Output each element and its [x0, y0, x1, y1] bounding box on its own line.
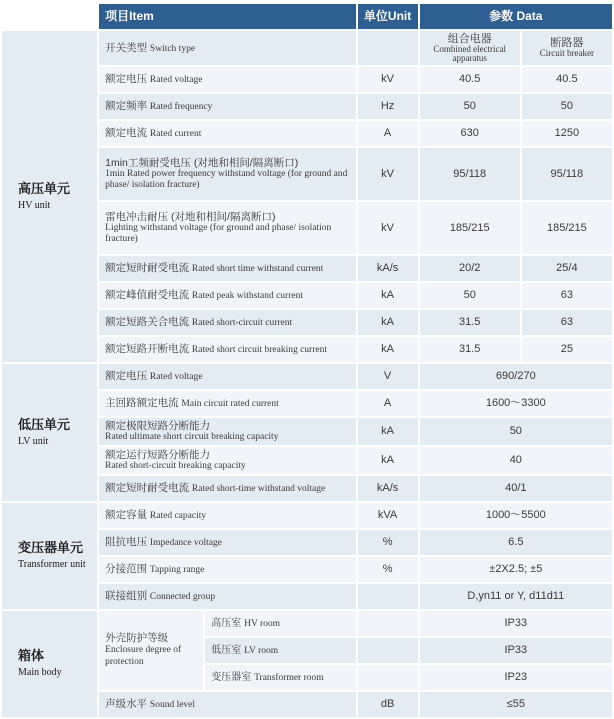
unit-cell [358, 584, 418, 609]
value-en: Circuit breaker [539, 48, 594, 58]
value-cell: 185/215 [420, 202, 520, 254]
group-hv [2, 31, 97, 362]
value-cell: 1600～3300 [420, 391, 612, 416]
unit-cell [358, 665, 418, 690]
group-lv-zh: 低压单元 [18, 416, 71, 432]
value-cell: 1000～5500 [420, 503, 612, 528]
item-zh: 开关类型 [105, 41, 148, 54]
room-cell [205, 611, 355, 636]
unit-cell: kA [358, 418, 418, 445]
item-en: Rated short-circuit breaking capacity [105, 461, 246, 472]
item-zh: 额定峰值耐受电流 [105, 289, 190, 302]
header-unit: 单位Unit [358, 4, 418, 29]
item-cell [99, 692, 355, 717]
item-cell [99, 94, 355, 119]
item-cell [99, 418, 355, 445]
item-en: Rated current [149, 129, 202, 140]
item-en: Rated ultimate short circuit breaking capacity [105, 432, 279, 443]
group-main-body [2, 611, 97, 717]
value-en: Combined electrical apparatus [433, 43, 507, 63]
enclosure-zh: 外壳防护等级 [105, 632, 169, 645]
unit-cell: kA [358, 447, 418, 474]
item-en: Main circuit rated current [181, 399, 279, 410]
table-row [2, 31, 612, 65]
value-cell: 63 [522, 310, 612, 335]
item-zh: 额定电压 [105, 73, 148, 86]
item-en: Rated capacity [149, 511, 207, 521]
group-transformer [2, 503, 97, 609]
unit-cell: A [358, 121, 418, 146]
item-en: Lighting withstand voltage (for ground and phase/ isolation fracture) [105, 223, 332, 245]
item-cell [99, 283, 355, 308]
value-cell: IP33 [420, 611, 612, 636]
item-en: Connected group [149, 592, 216, 602]
item-zh: 额定短时耐受电流 [105, 482, 190, 494]
item-zh: 额定极限短路分断能力 [105, 420, 211, 432]
item-en: 1min Rated power frequency withstand voltage (for ground and phase/ isolation fracture) [105, 169, 348, 191]
item-en: Rated short-circuit current [191, 318, 293, 329]
value-cell: 6.5 [420, 530, 612, 555]
room-en: LV room [244, 645, 279, 656]
item-en: Switch type [149, 43, 196, 54]
enclosure-cell [99, 611, 203, 690]
unit-cell [358, 31, 418, 65]
group-box-en: Main body [18, 667, 62, 679]
unit-cell: kVA [358, 503, 418, 528]
item-zh: 额定电流 [105, 127, 148, 140]
group-lv [2, 364, 97, 501]
item-cell [99, 584, 355, 609]
value-cell: ≤55 [420, 692, 612, 717]
unit-cell: kA [358, 337, 418, 362]
unit-cell [358, 611, 418, 636]
group-hv-en: HV unit [18, 199, 51, 211]
unit-cell: kV [358, 67, 418, 92]
value-cell: 63 [522, 283, 612, 308]
unit-cell: kA [358, 283, 418, 308]
value-cell: 40.5 [522, 67, 612, 92]
room-en: Transformer room [254, 672, 324, 683]
value-cell [522, 31, 612, 65]
item-cell [99, 530, 355, 555]
unit-cell: kV [358, 202, 418, 254]
room-cell [205, 638, 355, 663]
item-zh: 主回路额定电流 [105, 397, 179, 410]
unit-cell: % [358, 530, 418, 555]
group-box-zh: 箱体 [18, 648, 45, 664]
spec-table [0, 2, 614, 719]
item-zh: 额定电压 [105, 370, 148, 383]
item-zh: 额定短时耐受电流 [105, 262, 190, 275]
group-tr-zh: 变压器单元 [18, 540, 84, 556]
item-cell [99, 148, 355, 200]
room-en: HV room [244, 618, 281, 629]
item-cell [99, 337, 355, 362]
value-cell: D,yn11 or Y, d11d11 [420, 584, 612, 609]
value-cell: 20/2 [420, 256, 520, 281]
value-cell: 630 [420, 121, 520, 146]
item-cell [99, 447, 355, 474]
enclosure-en: Enclosure degree of protection [105, 645, 182, 668]
group-lv-en: LV unit [18, 435, 49, 447]
item-cell [99, 310, 355, 335]
item-en: Sound level [149, 700, 196, 710]
item-zh: 额定频率 [105, 100, 148, 113]
value-cell: 1250 [522, 121, 612, 146]
item-en: Rated voltage [149, 75, 203, 86]
group-tr-en: Transformer unit [18, 559, 86, 571]
item-cell [99, 364, 355, 389]
value-cell: 31.5 [420, 337, 520, 362]
item-zh: 联接组别 [105, 590, 148, 602]
room-zh: 低压室 [211, 644, 242, 656]
item-cell [99, 67, 355, 92]
value-cell: 40/1 [420, 476, 612, 501]
value-cell: 95/118 [420, 148, 520, 200]
unit-cell: % [358, 557, 418, 582]
item-en: Rated voltage [149, 372, 203, 383]
item-zh: 额定容量 [105, 509, 148, 521]
value-cell: 25 [522, 337, 612, 362]
value-cell: 185/215 [522, 202, 612, 254]
room-zh: 变压器室 [211, 671, 252, 683]
item-cell [99, 121, 355, 146]
unit-cell: dB [358, 692, 418, 717]
header-item: 项目Item [99, 4, 355, 29]
header-blank [2, 4, 97, 29]
item-zh: 额定短路关合电流 [105, 316, 190, 329]
item-switch-type [99, 31, 355, 65]
value-cell: 690/270 [420, 364, 612, 389]
item-en: Rated short circuit breaking current [191, 345, 327, 356]
item-en: Rated peak withstand current [191, 291, 303, 302]
room-zh: 高压室 [211, 617, 242, 629]
value-cell: 50 [420, 94, 520, 119]
value-cell: 95/118 [522, 148, 612, 200]
value-cell: 40.5 [420, 67, 520, 92]
item-zh: 声级水平 [105, 698, 148, 710]
unit-cell: kA [358, 310, 418, 335]
table-row [2, 364, 612, 389]
item-cell [99, 202, 355, 254]
item-en: Impedance voltage [149, 538, 222, 548]
item-en: Rated short-time withstand voltage [191, 484, 326, 494]
unit-cell: A [358, 391, 418, 416]
header-data: 参数 Data [420, 4, 612, 29]
item-zh: 额定短路开断电流 [105, 343, 190, 356]
item-cell [99, 557, 355, 582]
unit-cell: Hz [358, 94, 418, 119]
item-zh: 阻抗电压 [105, 536, 148, 548]
item-zh: 额定运行短路分断能力 [105, 448, 211, 461]
value-cell: 31.5 [420, 310, 520, 335]
item-en: Tapping range [149, 565, 205, 575]
item-zh: 1min工频耐受电压 (对地和相间/隔离断口) [105, 157, 299, 170]
item-cell [99, 256, 355, 281]
value-cell: IP23 [420, 665, 612, 690]
value-cell: IP33 [420, 638, 612, 663]
item-cell [99, 476, 355, 501]
unit-cell [358, 638, 418, 663]
item-zh: 雷电冲击耐压 (对地和相间/隔离断口) [105, 211, 276, 224]
table-row [2, 611, 612, 636]
value-cell: ±2X2.5; ±5 [420, 557, 612, 582]
value-zh: 断路器 [550, 37, 584, 49]
value-cell: 50 [420, 418, 612, 445]
room-cell [205, 665, 355, 690]
table-row [2, 503, 612, 528]
value-cell: 50 [522, 94, 612, 119]
header-row [2, 4, 612, 29]
value-cell: 25/4 [522, 256, 612, 281]
value-cell: 40 [420, 447, 612, 474]
unit-cell: kA/s [358, 256, 418, 281]
unit-cell: kA/s [358, 476, 418, 501]
value-cell [420, 31, 520, 65]
value-zh: 组合电器 [447, 32, 492, 45]
unit-cell: kV [358, 148, 418, 200]
unit-cell: V [358, 364, 418, 389]
item-zh: 分接范围 [105, 563, 148, 575]
value-cell: 50 [420, 283, 520, 308]
item-cell [99, 503, 355, 528]
item-en: Rated short time withstand current [191, 264, 324, 275]
item-en: Rated frequency [149, 102, 213, 113]
item-cell [99, 391, 355, 416]
group-hv-zh: 高压单元 [18, 180, 71, 196]
